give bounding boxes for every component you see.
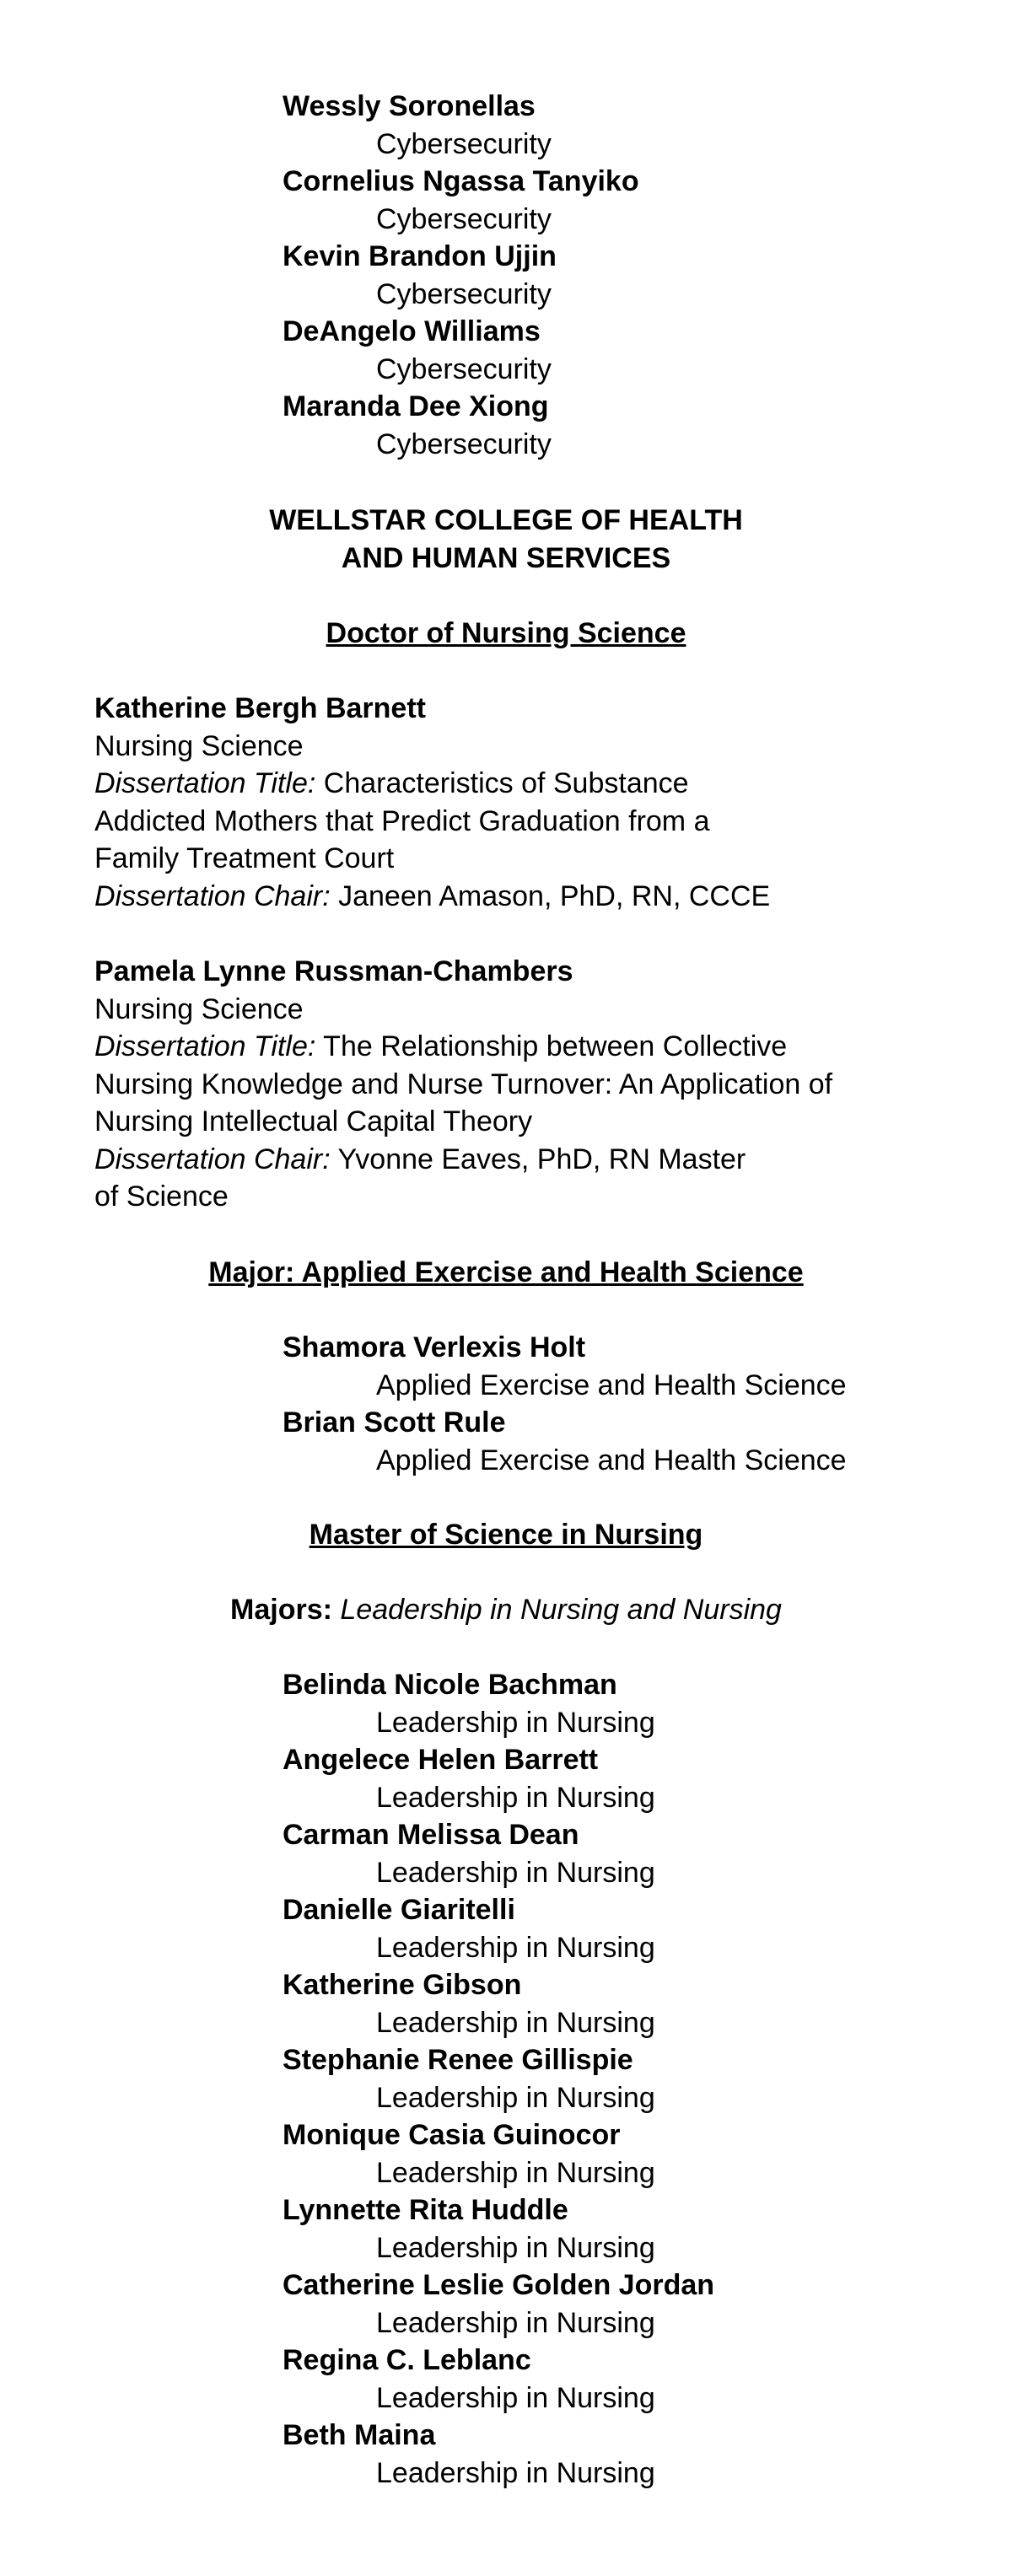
graduate-name: Regina C. Leblanc [283,2344,531,2376]
graduate-name: Kevin Brandon Ujjin [283,240,557,272]
aehs-graduate-list [0,1329,1012,1479]
graduate-major: Cybersecurity [376,352,552,385]
dissertation-chair-text: Yvonne Eaves, PhD, RN Master [330,1143,746,1175]
graduate-name: Brian Scott Rule [283,1406,506,1439]
majors-label: Majors: [230,1594,332,1626]
doctoral-graduate-name: Katherine Bergh Barnett [94,692,426,724]
doctoral-program: Nursing Science [94,992,304,1025]
graduate-name: Maranda Dee Xiong [283,390,549,422]
dissertation-chair-label: Dissertation Chair: [94,1143,331,1175]
graduate-name: Angelece Helen Barrett [283,1744,599,1776]
graduate-major: Leadership in Nursing [376,1706,655,1739]
graduate-major: Leadership in Nursing [376,2381,655,2414]
graduate-name: Katherine Gibson [283,1969,522,2001]
graduate-name: Cornelius Ngassa Tanyiko [283,165,639,197]
graduate-name: Shamora Verlexis Holt [283,1331,586,1363]
graduate-major: Cybersecurity [376,127,552,160]
msn-graduate-list [0,1666,1012,2492]
dissertation-title-line: Nursing Intellectual Capital Theory [94,1105,533,1137]
dissertation-title-line: Family Treatment Court [94,842,395,874]
graduate-name: Lynnette Rita Huddle [283,2194,568,2226]
graduate-name: Beth Maina [283,2419,436,2451]
graduate-name: Belinda Nicole Bachman [283,1669,617,1701]
graduate-major: Applied Exercise and Health Science [376,1444,847,1476]
graduate-major: Leadership in Nursing [376,1856,655,1889]
graduate-major: Applied Exercise and Health Science [376,1369,847,1401]
graduate-major: Leadership in Nursing [376,2456,655,2489]
dissertation-title-line [94,1028,938,1066]
cybersecurity-graduate-list [0,88,1012,463]
dns-heading-text: Doctor of Nursing Science [326,617,686,649]
graduate-name: DeAngelo Williams [283,315,541,347]
dns-section-heading [0,615,1012,653]
college-heading [0,502,1012,577]
graduate-name: Wessly Soronellas [283,90,536,122]
graduate-major: Leadership in Nursing [376,2231,655,2264]
dissertation-chair-line: of Science [94,1180,229,1213]
graduate-major: Leadership in Nursing [376,2006,655,2039]
dissertation-chair-label: Dissertation Chair: [94,879,331,912]
graduate-name: Stephanie Renee Gillispie [283,2044,633,2076]
doctoral-graduate-entry [94,953,938,1216]
graduate-major: Leadership in Nursing [376,2306,655,2339]
graduate-major: Cybersecurity [376,277,552,310]
graduate-name: Danielle Giaritelli [283,1894,515,1926]
dissertation-chair-line [94,878,938,916]
doctoral-graduate-entry [94,690,938,915]
dissertation-title-label: Dissertation Title: [94,1030,316,1062]
aehs-section-heading [0,1254,1012,1292]
dissertation-chair-line [94,1141,938,1179]
doctoral-program: Nursing Science [94,729,304,762]
dissertation-title-text: Characteristics of Substance [315,767,689,799]
graduate-name: Carman Melissa Dean [283,1819,579,1851]
dissertation-title-line: Addicted Mothers that Predict Graduation from a [94,804,710,837]
msn-majors-line [0,1591,1012,1629]
dissertation-title-line [94,765,938,803]
doctoral-graduate-name: Pamela Lynne Russman-Chambers [94,955,573,987]
graduate-major: Leadership in Nursing [376,1931,655,1964]
msn-heading-text: Master of Science in Nursing [309,1519,703,1551]
msn-section-heading [0,1516,1012,1554]
college-heading-line1: WELLSTAR COLLEGE OF HEALTH [269,504,743,536]
graduate-major: Leadership in Nursing [376,1781,655,1814]
graduate-major: Cybersecurity [376,202,552,235]
dissertation-chair-text: Janeen Amason, PhD, RN, CCCE [330,879,771,912]
majors-text: Leadership in Nursing and Nursing [331,1594,782,1626]
graduate-name: Monique Casia Guinocor [283,2119,621,2151]
graduate-name: Catherine Leslie Golden Jordan [283,2269,715,2301]
dissertation-title-line: Nursing Knowledge and Nurse Turnover: An Application of [94,1068,833,1100]
dissertation-title-label: Dissertation Title: [94,767,316,799]
graduate-major: Leadership in Nursing [376,2081,655,2114]
aehs-heading-text: Major: Applied Exercise and Health Science [208,1256,804,1288]
college-heading-line2: AND HUMAN SERVICES [341,541,671,574]
dissertation-title-text: The Relationship between Collective [315,1030,788,1062]
graduate-major: Leadership in Nursing [376,2156,655,2189]
graduate-major: Cybersecurity [376,428,552,460]
